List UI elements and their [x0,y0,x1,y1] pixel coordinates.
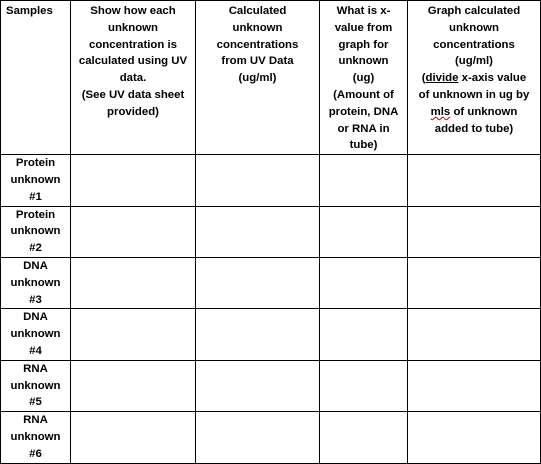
header-text-line: Show how each [90,5,176,17]
header-text-line: (See UV data sheet [81,88,185,101]
header-text-line: What is x- [336,5,391,17]
header-text-line: graph for [338,38,389,51]
header-text-line [408,70,540,87]
sample-label-line: unknown [10,276,61,289]
sample-label-line: unknown [10,379,61,392]
sample-label-line: unknown [10,430,61,443]
graph-concentration-cell[interactable] [408,412,541,463]
sample-label-line: #1 [29,190,42,203]
sample-label-line: #6 [29,447,42,460]
header-text-line: data. [119,72,147,85]
header-samples-label: Samples [6,5,53,17]
sample-label-cell [1,309,71,360]
sample-label-line: RNA [23,414,48,427]
header-text-line: calculated using UV [78,55,188,68]
calculated-concentration-cell[interactable] [196,155,320,206]
header-show-calculation [71,1,196,155]
sample-label-line: Protein [15,208,56,221]
x-value-cell[interactable] [320,257,408,308]
sample-label-cell [1,257,71,308]
calculation-cell[interactable] [71,155,196,206]
x-value-cell[interactable] [320,309,408,360]
header-text-line: added to tube) [434,122,514,135]
table-row [1,155,541,206]
sample-label-line: unknown [10,225,61,238]
header-text-line: Calculated [228,5,287,17]
calculated-concentration-cell[interactable] [196,412,320,463]
calculation-cell[interactable] [71,360,196,411]
header-text-line: concentrations [216,38,299,51]
sample-label-cell [1,206,71,257]
sample-label-line: DNA [23,259,48,272]
header-text-line: value from [334,21,393,34]
calculated-concentration-cell[interactable] [196,257,320,308]
sample-label-cell [1,360,71,411]
header-text-line: concentration is [89,38,177,51]
sample-label-line: unknown [10,173,61,186]
graph-concentration-cell[interactable] [408,360,541,411]
header-graph-concentration [408,1,541,155]
header-text-fragment: of unknown [450,105,518,118]
header-text-line: unknown [338,55,389,68]
header-row [1,1,541,155]
calculation-cell[interactable] [71,206,196,257]
table-row [1,309,541,360]
header-text-line: protein, DNA [328,105,399,118]
header-text-line: unknown [232,21,283,34]
x-value-cell[interactable] [320,360,408,411]
header-text-line: provided) [107,105,159,118]
header-text-line: unknown [449,21,499,34]
calculation-cell[interactable] [71,412,196,463]
header-text-fragment: ( [421,72,426,85]
header-samples [1,1,71,155]
header-text-line: unknown [108,21,158,34]
header-text-line: (ug/ml) [455,55,493,68]
calculated-concentration-cell[interactable] [196,360,320,411]
header-text-line: or RNA in [337,122,390,135]
header-text-line: of unknown in ug by [418,88,530,101]
header-text-line: concentrations [433,38,515,51]
sample-label-line: unknown [10,328,61,341]
calculated-concentration-cell[interactable] [196,309,320,360]
graph-concentration-cell[interactable] [408,257,541,308]
sample-label-cell [1,412,71,463]
graph-concentration-cell[interactable] [408,206,541,257]
sample-label-line: #2 [29,242,42,255]
calculated-concentration-cell[interactable] [196,206,320,257]
calculation-cell[interactable] [71,309,196,360]
sample-label-line: #3 [29,293,42,306]
graph-concentration-cell[interactable] [408,155,541,206]
table-row [1,412,541,463]
sample-label-line: Protein [15,157,56,170]
header-x-value [320,1,408,155]
x-value-cell[interactable] [320,412,408,463]
sample-label-line: RNA [23,362,48,375]
header-text-line: (ug/ml) [238,72,277,85]
table-row [1,206,541,257]
table-row [1,360,541,411]
header-text-line: tube) [349,139,378,152]
sample-label-line: #5 [29,396,42,409]
header-text-line: (ug) [352,72,375,85]
spellcheck-word: mls [430,105,451,118]
header-text-line: Graph calculated [427,5,521,17]
header-text-line: from UV Data [221,55,294,68]
x-value-cell[interactable] [320,206,408,257]
header-text-line: (Amount of [333,88,394,101]
graph-concentration-cell[interactable] [408,309,541,360]
sample-label-cell [1,155,71,206]
header-calculated-concentration [196,1,320,155]
header-text-line [408,104,540,121]
sample-label-line: DNA [23,311,48,324]
underlined-word: divide [425,72,459,85]
header-text-fragment: x-axis value [458,72,527,85]
table-row [1,257,541,308]
x-value-cell[interactable] [320,155,408,206]
calculation-cell[interactable] [71,257,196,308]
sample-label-line: #4 [29,344,42,357]
